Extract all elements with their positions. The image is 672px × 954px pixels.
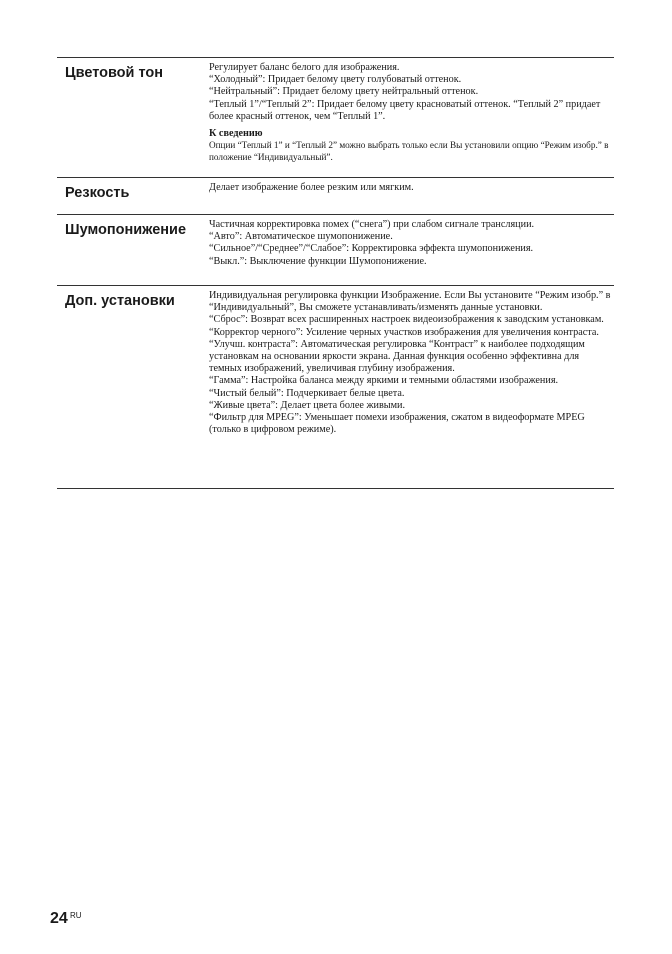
row-description (209, 62, 614, 171)
desc-line: “Фильтр для MPEG”: Уменьшает помехи изображения, сжатом в видеоформате MPEG (только в цифровом режиме). (209, 412, 585, 436)
desc-line: “Выкл.”: Выключение функции Шумопонижение. (209, 255, 427, 267)
desc-line: Регулирует баланс белого для изображения. (209, 62, 400, 73)
desc-line: Делает изображение более резким или мягким. (209, 182, 414, 193)
note-text: Опции “Теплый 1” и “Теплый 2” можно выбрать только если Вы установили опцию “Режим изобр.” в положение “Индивидуальный”. (209, 140, 609, 162)
table-row (57, 286, 614, 489)
desc-line: “Нейтральный”: Придает белому цвету нейтральный оттенок. (209, 86, 479, 98)
page-number: 24 (50, 910, 68, 927)
row-term: Цветовой тон (65, 65, 164, 81)
row-description (209, 182, 614, 208)
row-term: Резкость (65, 185, 130, 201)
desc-line: “Живые цвета”: Делает цвета более живыми. (209, 399, 406, 411)
desc-line: “Авто”: Автоматическое шумопонижение. (209, 231, 393, 243)
desc-line: “Гамма”: Настройка баланса между яркими и темными областями изображения. (209, 375, 559, 387)
row-term: Шумопонижение (65, 222, 187, 238)
table-row (57, 178, 614, 215)
note-title: К сведению (209, 128, 263, 140)
table-row (57, 58, 614, 178)
desc-line: “Сброс”: Возврат всех расширенных настроек видеоизображения к заводским установкам. (209, 314, 604, 326)
desc-line: Частичная корректировка помех (“снега”) при слабом сигнале трансляции. (209, 219, 535, 230)
table-row (57, 215, 614, 286)
desc-line: Индивидуальная регулировка функции Изображение. Если Вы установите “Режим изобр.” в “Индивидуальный”, Вы сможете устанавливать/изменять данные установки. (209, 290, 611, 314)
desc-line: “Чистый белый”: Подчеркивает белые цвета. (209, 387, 405, 399)
row-term: Доп. установки (65, 293, 175, 309)
page-language-code: RU (70, 911, 82, 920)
row-description (209, 290, 614, 482)
row-description (209, 219, 614, 279)
desc-line: “Теплый 1”/“Теплый 2”: Придает белому цвету красноватый оттенок. “Теплый 2” придает более красный оттенок, чем “Теплый 1”. (209, 98, 601, 122)
desc-line: “Холодный”: Придает белому цвету голубоватый оттенок. (209, 74, 462, 86)
desc-line: “Корректор черного”: Усиление черных участков изображения для увеличения контраста. (209, 326, 599, 338)
desc-line: “Сильное”/“Среднее”/“Слабое”: Корректировка эффекта шумопонижения. (209, 243, 534, 255)
settings-table (57, 57, 614, 489)
desc-line: “Улучш. контраста”: Автоматическая регулировка “Контраст” к наиболее подходящим установкам на основании яркости экрана. Данная функция особенно эффективна для темных изображений, увеличивая глубину изображения. (209, 338, 585, 375)
